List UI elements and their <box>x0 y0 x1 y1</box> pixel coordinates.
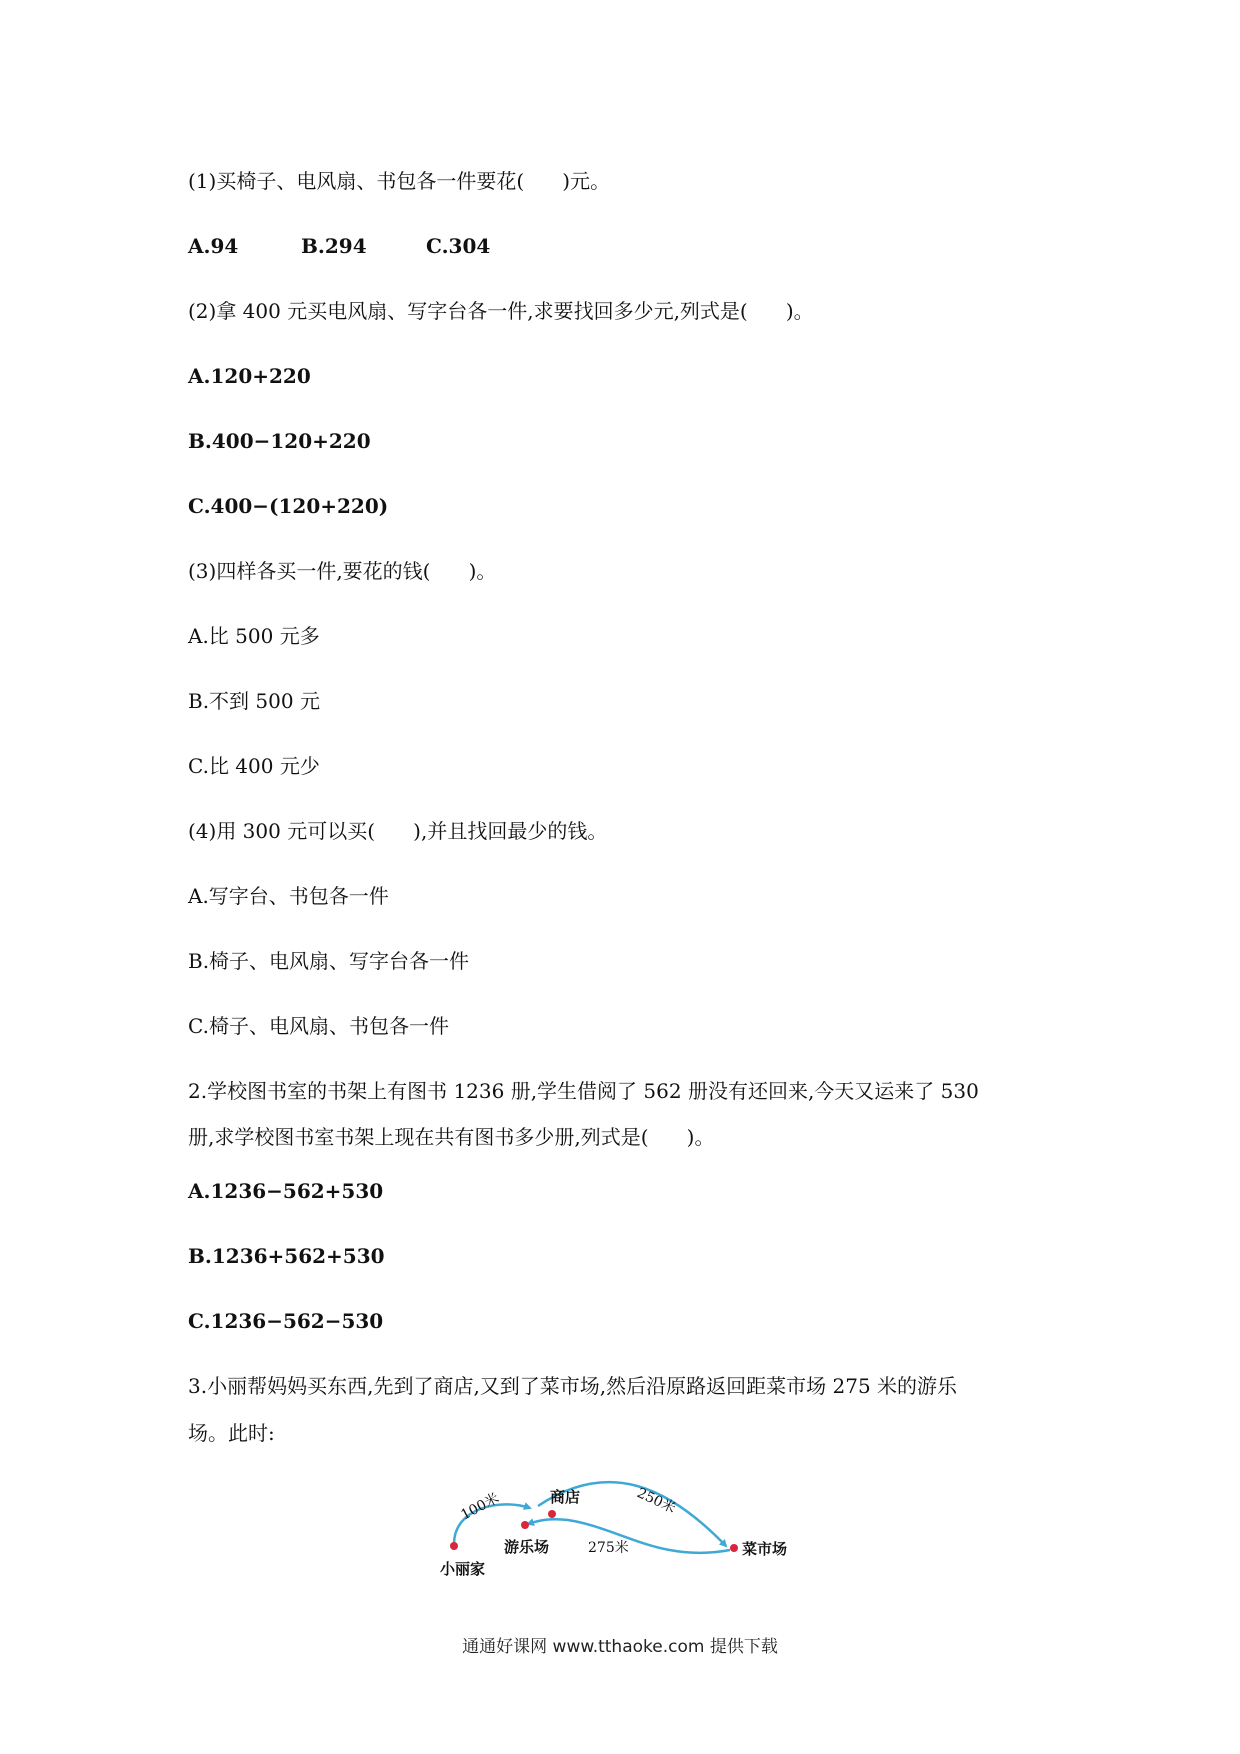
q3-stem-line2: 场。此时: <box>188 1421 275 1445</box>
shop-label: 商店 <box>550 1488 581 1506</box>
shop-point <box>548 1510 556 1518</box>
option-a: A.1236−562+530 <box>188 1179 384 1203</box>
option-b: B.400−120+220 <box>188 429 371 453</box>
park-point <box>521 1521 529 1529</box>
option-c: C.304 <box>426 234 491 258</box>
route-diagram <box>440 1468 820 1578</box>
home-point <box>450 1542 458 1550</box>
q1-sub4-stem: (4)用 300 元可以买( ),并且找回最少的钱。 <box>188 819 608 843</box>
option-a: A.94 <box>188 234 239 258</box>
option-a: A.写字台、书包各一件 <box>188 884 389 908</box>
option-b: B.294 <box>301 234 367 258</box>
market-label: 菜市场 <box>742 1540 788 1558</box>
option-c: C.400−(120+220) <box>188 494 389 518</box>
distance-275-label: 275米 <box>588 1540 629 1556</box>
option-c: C.1236−562−530 <box>188 1309 384 1333</box>
route-market-to-park <box>528 1519 730 1553</box>
option-b: B.椅子、电风扇、写字台各一件 <box>188 949 470 973</box>
home-label: 小丽家 <box>440 1560 486 1578</box>
q2-stem-line1: 2.学校图书室的书架上有图书 1236 册,学生借阅了 562 册没有还回来,今天又运来了 530 <box>188 1079 979 1103</box>
option-b: B.不到 500 元 <box>188 689 320 713</box>
option-b: B.1236+562+530 <box>188 1244 385 1268</box>
footer: 通通好课网 www.tthaoke.com 提供下载 <box>462 1637 778 1657</box>
distance-250-label: 250米 <box>634 1485 678 1517</box>
q1-sub3-stem: (3)四样各买一件,要花的钱( )。 <box>188 559 497 583</box>
q3-stem-line1: 3.小丽帮妈妈买东西,先到了商店,又到了菜市场,然后沿原路返回距菜市场 275 米的游乐 <box>188 1374 958 1398</box>
q1-sub1-stem: (1)买椅子、电风扇、书包各一件要花( )元。 <box>188 169 611 193</box>
q1-sub2-stem: (2)拿 400 元买电风扇、写字台各一件,求要找回多少元,列式是( )。 <box>188 299 814 323</box>
market-point <box>730 1544 738 1552</box>
park-label: 游乐场 <box>504 1538 550 1556</box>
q2-stem-line2: 册,求学校图书室书架上现在共有图书多少册,列式是( )。 <box>188 1125 715 1149</box>
option-a: A.120+220 <box>188 364 311 388</box>
option-c: C.比 400 元少 <box>188 754 320 778</box>
option-a: A.比 500 元多 <box>188 624 320 648</box>
distance-100-label: 100米 <box>458 1490 502 1524</box>
option-c: C.椅子、电风扇、书包各一件 <box>188 1014 449 1038</box>
